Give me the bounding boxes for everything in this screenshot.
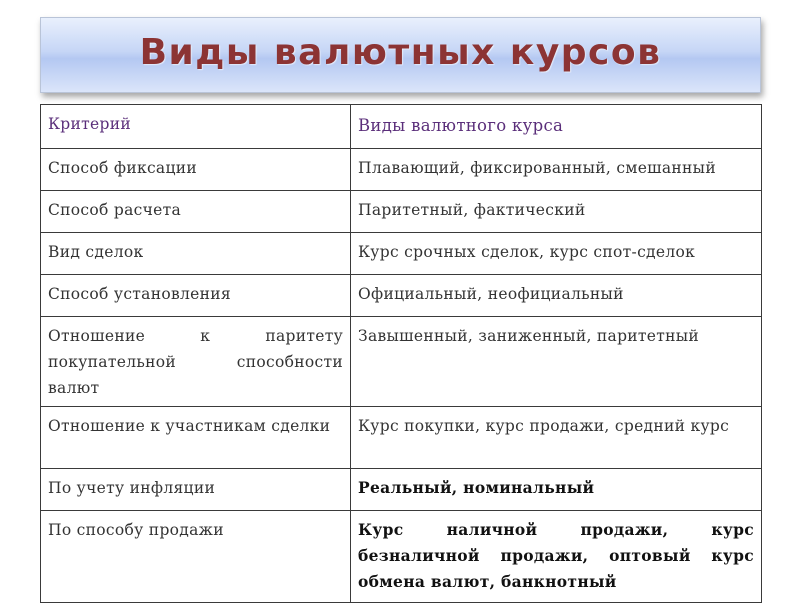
header-types: Виды валютного курса — [351, 105, 762, 149]
criterion-cell: Способ фиксации — [41, 149, 351, 191]
title-banner — [40, 17, 761, 93]
criterion-cell: Отношение к паритету покупательной способности валют — [41, 317, 351, 407]
table-row — [41, 191, 762, 233]
types-cell: Плавающий, фиксированный, смешанный — [351, 149, 762, 191]
table-row — [41, 407, 762, 469]
table-row — [41, 149, 762, 191]
criterion-cell: Отношение к участникам сделки — [41, 407, 351, 469]
table-row — [41, 511, 762, 603]
types-cell: Курс срочных сделок, курс спот-сделок — [351, 233, 762, 275]
criterion-cell: Вид сделок — [41, 233, 351, 275]
criterion-cell: По учету инфляции — [41, 469, 351, 511]
table-row — [41, 469, 762, 511]
types-cell: Официальный, неофициальный — [351, 275, 762, 317]
page-title: Виды валютных курсов — [139, 31, 662, 73]
header-criterion: Критерий — [41, 105, 351, 149]
table-row — [41, 233, 762, 275]
types-cell: Завышенный, заниженный, паритетный — [351, 317, 762, 407]
table-row — [41, 317, 762, 407]
exchange-rate-types-table — [40, 104, 762, 603]
criterion-cell: Способ расчета — [41, 191, 351, 233]
types-cell: Паритетный, фактический — [351, 191, 762, 233]
criterion-cell: По способу продажи — [41, 511, 351, 603]
types-cell: Реальный, номинальный — [351, 469, 762, 511]
types-cell: Курс покупки, курс продажи, средний курс — [351, 407, 762, 469]
table-header-row — [41, 105, 762, 149]
criterion-cell: Способ установления — [41, 275, 351, 317]
types-cell: Курс наличной продажи, курс безналичной продажи, оптовый курс обмена валют, банкнотный — [351, 511, 762, 603]
table-row — [41, 275, 762, 317]
